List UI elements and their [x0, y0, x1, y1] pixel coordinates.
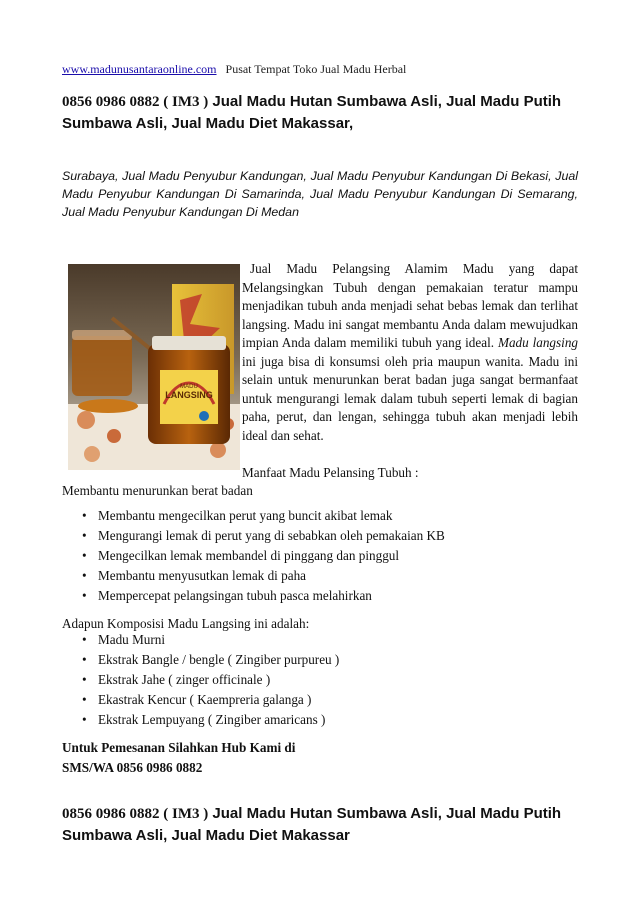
header-line — [62, 62, 406, 77]
list-item: • Ekstrak Lempuyang ( Zingiber amaricans ) — [82, 710, 339, 730]
ingredients-heading: Adapun Komposisi Madu Langsing ini adalah: — [62, 616, 310, 631]
jar-label-text: LANGSING — [165, 390, 213, 400]
page-title — [62, 91, 582, 135]
benefits-subheading: Membantu menurunkan berat badan — [62, 483, 253, 498]
ingredients-list — [82, 630, 339, 730]
city-keywords-paragraph: Surabaya, Jual Madu Penyubur Kandungan, Jual Madu Penyubur Kandungan Di Bekasi, Jual Madu Penyubur Kandungan Di Samarinda, Jual Madu Penyubur Kandungan Di Semarang, Jual Madu Penyubur Kandungan Di Medan — [62, 169, 578, 219]
list-item: • Mempercepat pelangsingan tubuh pasca melahirkan — [82, 586, 445, 606]
title-phone: 0856 0986 0882 ( IM3 ) — [62, 94, 209, 110]
intro-text-2: ini juga bisa di konsumsi oleh pria maupun wanita. Madu ini selain untuk menurunkan berat badan juga sangat bermanfaat untuk mengurangi lemak dalam tubuh seperti lemak di bagian paha, perut, dan lengan, sehingga tubuh akan menjadi lebih ideal dan sehat. — [242, 353, 578, 443]
footer-title — [62, 803, 582, 847]
honey-jar-image — [68, 264, 240, 470]
order-info — [62, 738, 295, 778]
list-item: • Mengecilkan lemak membandel di pinggang dan pinggul — [82, 546, 445, 566]
benefits-list — [82, 506, 445, 606]
site-link[interactable]: www.madunusantaraonline.com — [62, 62, 217, 76]
intro-text-1: Jual Madu Pelangsing Alamim Madu yang dapat Melangsingkan Tubuh dengan pemakaian teratur mampu menjadikan tubuh anda menjadi sehat bebas lemak dan terlihat langsing. Madu ini sangat membantu Anda dalam mewujudkan impian Anda dalam memiliki tubuh yang ideal. — [242, 261, 578, 350]
list-item: • Membantu mengecilkan perut yang buncit akibat lemak — [82, 506, 445, 526]
list-item: • Membantu menyusutkan lemak di paha — [82, 566, 445, 586]
order-line-1: Untuk Pemesanan Silahkan Hub Kami di — [62, 740, 296, 755]
title-text: Jual Madu Hutan Sumbawa Asli, Jual Madu Putih Sumbawa Asli, Jual Madu Diet Makassar, — [62, 93, 562, 132]
list-item: • Ekstrak Bangle / bengle ( Zingiber purpureu ) — [82, 650, 339, 670]
list-item: • Ekstrak Jahe ( zinger officinale ) — [82, 670, 339, 690]
product-photo — [68, 264, 240, 470]
footer-title-phone: 0856 0986 0882 ( IM3 ) — [62, 806, 209, 822]
intro-paragraph — [242, 260, 578, 445]
intro-italic: Madu langsing — [497, 335, 579, 350]
list-item: • Ekastrak Kencur ( Kaempreria galanga ) — [82, 690, 339, 710]
list-item: • Madu Murni — [82, 630, 339, 650]
jar-brand-text: MADU — [180, 384, 198, 390]
order-phone: SMS/WA 0856 0986 0882 — [62, 760, 203, 775]
header-tagline: Pusat Tempat Toko Jual Madu Herbal — [225, 62, 407, 76]
benefits-heading: Manfaat Madu Pelansing Tubuh : — [242, 465, 419, 480]
footer-title-text: Jual Madu Hutan Sumbawa Asli, Jual Madu Putih Sumbawa Asli, Jual Madu Diet Makassar — [62, 805, 562, 844]
list-item: • Mengurangi lemak di perut yang di sebabkan oleh pemakaian KB — [82, 526, 445, 546]
